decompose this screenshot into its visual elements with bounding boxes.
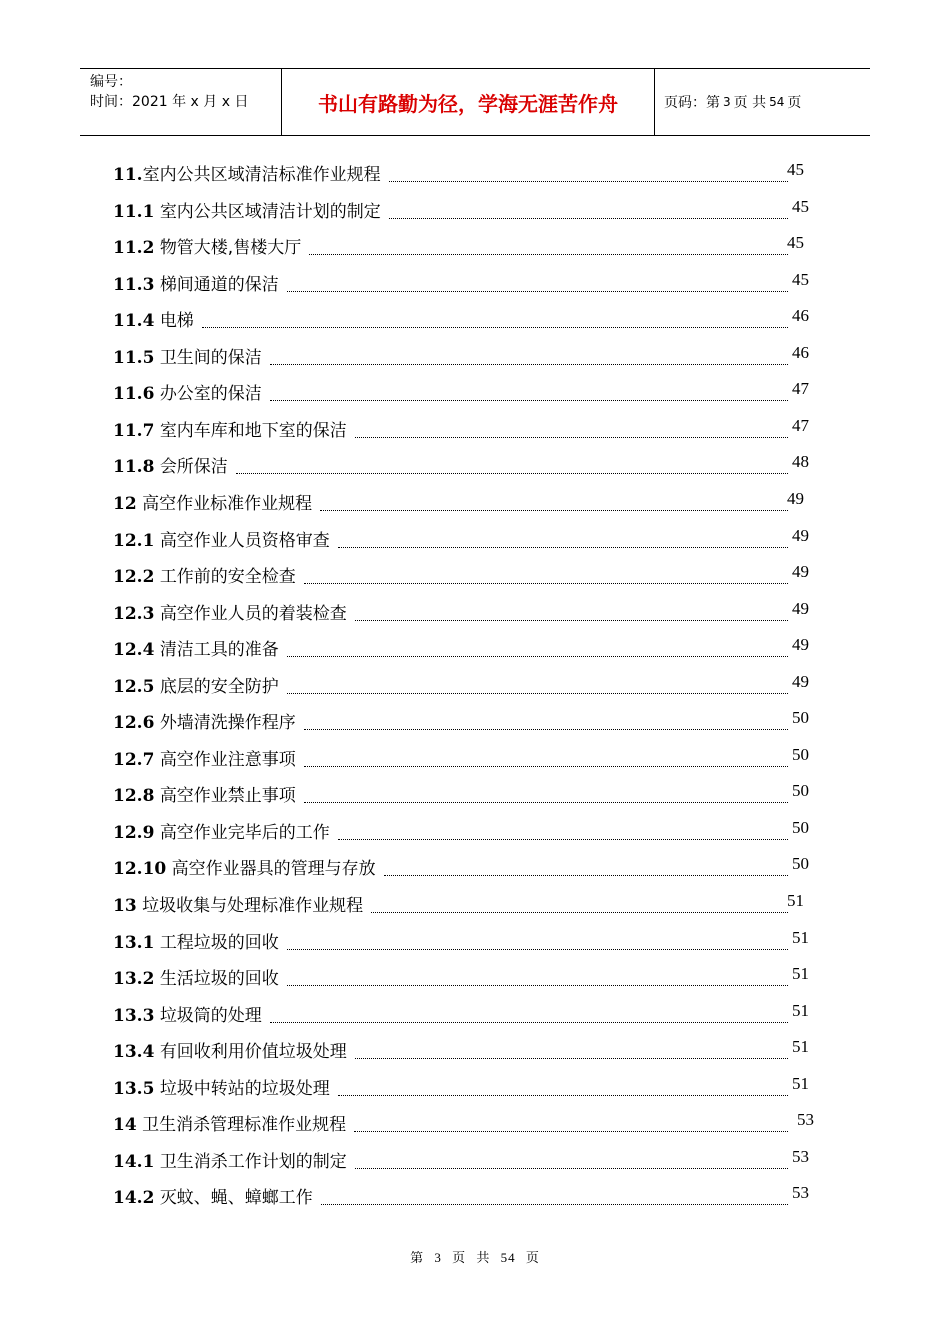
toc-entry-title [113,672,279,697]
toc-entry-title [113,416,347,441]
footer-prefix: 第 [410,1250,425,1265]
toc-dot-leader [304,583,788,584]
toc-entry-title [113,1147,347,1172]
toc-entry-number: 13.5 [113,1078,155,1099]
toc-entry[interactable] [0,1183,950,1219]
toc-dot-leader [338,547,788,548]
toc-entry-number: 13.3 [113,1005,155,1026]
toc-entry-text: 室内公共区域清洁计划的制定 [159,201,381,222]
toc-dot-leader [338,839,788,840]
toc-entry-page: 51 [792,927,809,947]
toc-entry[interactable] [0,781,950,817]
toc-dot-leader [371,912,788,913]
toc-dot-leader [304,729,788,730]
toc-entry-page: 49 [792,562,809,582]
toc-entry-title [113,379,262,404]
toc-entry[interactable] [0,599,950,635]
toc-entry[interactable] [0,197,950,233]
toc-dot-leader [304,766,788,767]
toc-entry-number: 13.4 [113,1042,155,1063]
toc-entry-number: 12.8 [113,786,155,807]
toc-dot-leader [320,510,788,511]
toc-dot-leader [389,218,788,219]
toc-entry-title [113,818,330,843]
toc-dot-leader [355,437,788,438]
toc-entry-number: 14.2 [113,1188,155,1209]
toc-entry-title [113,1001,262,1026]
toc-entry-number: 11. [113,165,143,185]
toc-entry-title [113,708,296,733]
toc-entry-text: 垃圾收集与处理标准作业规程 [142,896,364,916]
toc-entry[interactable] [0,526,950,562]
toc-entry-text: 有回收利用价值垃圾处理 [159,1042,347,1063]
toc-entry-number: 11.4 [113,311,155,332]
toc-dot-leader [287,693,788,694]
toc-entry-text: 高空作业器具的管理与存放 [171,859,376,880]
toc-entry-text: 工程垃圾的回收 [159,932,279,953]
toc-entry-number: 12.4 [113,640,155,661]
toc-entry-page: 49 [792,635,809,655]
toc-entry-number: 13 [113,896,137,916]
toc-dot-leader [270,1022,788,1023]
toc-entry-number: 12.10 [113,859,167,880]
toc-entry-number: 12.9 [113,822,155,843]
toc-entry-number: 12 [113,493,137,514]
toc-entry-number: 14 [113,1115,137,1136]
toc-entry-page: 46 [792,342,809,362]
toc-entry-number: 11.8 [113,457,155,478]
toc-entry-number: 11.6 [113,384,155,405]
toc-entry-title [113,964,279,989]
toc-entry-number: 14.1 [113,1151,155,1172]
toc-entry-title [113,599,347,624]
header-page-prefix: 页码：第 [664,95,720,111]
toc-entry-page: 53 [797,1110,814,1130]
toc-entry-title [113,489,312,514]
toc-entry-text: 垃圾中转站的垃圾处理 [159,1078,330,1099]
toc-dot-leader [270,400,788,401]
footer-mid2: 共 [476,1250,491,1265]
toc-entry-page: 45 [787,160,804,179]
toc-entry[interactable] [0,452,950,488]
toc-entry[interactable] [0,1074,950,1110]
toc-entry-text: 办公室的保洁 [159,384,262,405]
toc-dot-leader [355,1058,788,1059]
toc-entry-page: 50 [792,781,809,801]
toc-entry-text: 高空作业人员资格审查 [159,530,330,551]
toc-entry-text: 生活垃圾的回收 [159,969,279,990]
toc-entry-page: 53 [792,1146,809,1166]
footer-total-pages: 54 [500,1250,516,1265]
toc-entry-text: 梯间通道的保洁 [159,274,279,295]
toc-entry[interactable] [0,379,950,415]
toc-entry-page: 49 [787,488,804,508]
toc-dot-leader [236,473,788,474]
toc-dot-leader [287,291,788,292]
toc-entry-text: 室内公共区域清洁标准作业规程 [142,165,381,185]
toc-dot-leader [287,985,788,986]
toc-entry-number: 12.2 [113,567,155,588]
toc-entry-number: 11.5 [113,347,155,368]
header-page-suffix: 页 [787,95,802,111]
toc-entry[interactable] [0,854,950,890]
toc-entry-title [113,854,376,879]
toc-entry[interactable] [0,672,950,708]
toc-entry-page: 50 [792,854,809,874]
toc-entry-page: 50 [792,744,809,764]
toc-entry-page: 45 [792,196,809,216]
toc-entry-text: 会所保洁 [159,457,228,478]
footer-mid1: 页 [452,1250,467,1265]
toc-entry[interactable] [0,1037,950,1073]
toc-entry-page: 51 [792,964,809,984]
toc-entry-page: 51 [787,891,804,910]
toc-entry-title [113,745,296,770]
toc-dot-leader [321,1204,788,1205]
page-footer [0,1247,950,1266]
toc-entry-text: 底层的安全防护 [159,676,279,697]
toc-entry-number: 11.2 [113,238,155,259]
footer-current-page: 3 [434,1250,442,1265]
toc-entry-page: 48 [792,452,809,472]
toc-entry-page: 45 [792,269,809,289]
toc-entry-text: 清洁工具的准备 [159,640,279,661]
toc-entry-text: 高空作业人员的着装检查 [159,603,347,624]
toc-entry-text: 外墙清洗操作程序 [159,713,296,734]
toc-entry[interactable] [0,233,950,269]
toc-entry-title [113,160,381,185]
toc-entry[interactable] [0,343,950,379]
document-number-label: 编号： [90,74,132,90]
toc-entry-title [113,270,279,295]
toc-entry-title [113,1110,346,1135]
toc-entry[interactable] [0,306,950,342]
toc-entry[interactable] [0,635,950,671]
toc-entry-title [113,928,279,953]
toc-entry-number: 11.1 [113,201,155,222]
toc-dot-leader [287,949,788,950]
toc-entry[interactable] [0,416,950,452]
toc-entry-title [113,1183,313,1208]
toc-entry-title [113,452,228,477]
toc-entry-text: 卫生间的保洁 [159,347,262,368]
toc-entry-number: 11.7 [113,420,155,441]
header-motto: 书山有路勤为径，学海无涯苦作舟 [282,69,655,135]
toc-entry-page: 47 [792,379,809,399]
toc-entry-page: 49 [792,598,809,618]
toc-dot-leader [304,802,788,803]
toc-entry[interactable] [0,964,950,1000]
toc-entry-text: 灭蚊、蝇、蟑螂工作 [159,1188,313,1209]
toc-entry-title [113,781,296,806]
toc-dot-leader [355,620,788,621]
toc-entry-number: 11.3 [113,274,155,295]
toc-entry-text: 高空作业完毕后的工作 [159,822,330,843]
toc-entry-text: 室内车库和地下室的保洁 [159,420,347,441]
toc-entry[interactable] [0,818,950,854]
toc-entry[interactable] [0,1110,950,1146]
toc-entry-text: 高空作业标准作业规程 [142,493,313,514]
toc-entry-text: 高空作业禁止事项 [159,786,296,807]
toc-entry-page: 46 [792,306,809,326]
toc-entry-title [113,343,262,368]
toc-entry-page: 51 [792,1037,809,1057]
header-page-total: 54 [769,95,785,109]
document-time-label: 时间：2021 年 x 月 x 日 [90,94,249,110]
toc-entry-text: 工作前的安全检查 [159,567,296,588]
toc-dot-leader [384,875,788,876]
toc-entry[interactable] [0,1001,950,1037]
toc-entry-text: 卫生消杀工作计划的制定 [159,1151,347,1172]
toc-dot-leader [389,181,788,182]
toc-dot-leader [309,254,788,255]
toc-entry[interactable] [0,1147,950,1183]
toc-entry-title [113,306,194,331]
toc-entry-page: 50 [792,708,809,728]
toc-entry-page: 45 [787,233,804,253]
toc-dot-leader [355,1168,788,1169]
toc-entry-number: 12.6 [113,713,155,734]
toc-entry-title [113,233,301,258]
toc-entry-title [113,891,363,916]
toc-entry-number: 13.1 [113,932,155,953]
toc-entry-title [113,526,330,551]
toc-entry[interactable] [0,891,950,927]
toc-entry-text: 电梯 [159,311,194,332]
toc-entry[interactable] [0,562,950,598]
toc-dot-leader [287,656,788,657]
toc-entry-number: 12.3 [113,603,155,624]
toc-entry-page: 53 [792,1183,809,1203]
toc-entry-title [113,197,381,222]
toc-entry-page: 51 [792,1073,809,1093]
header-page-mid: 页 共 [733,95,767,111]
toc-entry[interactable] [0,928,950,964]
header-page-current: 3 [723,95,731,109]
toc-entry-text: 卫生消杀管理标准作业规程 [142,1115,347,1136]
toc-entry[interactable] [0,745,950,781]
toc-dot-leader [270,364,788,365]
toc-entry-number: 12.1 [113,530,155,551]
toc-entry[interactable] [0,270,950,306]
toc-entry-text: 高空作业注意事项 [159,749,296,770]
toc-entry-title [113,562,296,587]
toc-entry-title [113,635,279,660]
toc-entry-number: 12.5 [113,676,155,697]
toc-entry-number: 13.2 [113,969,155,990]
toc-entry-title [113,1037,347,1062]
toc-entry-text: 垃圾筒的处理 [159,1005,262,1026]
toc-entry-page: 49 [792,525,809,545]
toc-dot-leader [338,1095,788,1096]
toc-entry[interactable] [0,160,950,196]
toc-entry-page: 49 [792,671,809,691]
toc-entry-number: 12.7 [113,749,155,770]
toc-entry[interactable] [0,708,950,744]
toc-entry-page: 50 [792,817,809,837]
toc-entry[interactable] [0,489,950,525]
toc-entry-page: 51 [792,1000,809,1020]
toc-dot-leader [354,1131,788,1132]
toc-entry-page: 47 [792,415,809,435]
toc-dot-leader [202,327,788,328]
footer-suffix: 页 [525,1250,540,1265]
toc-entry-text: 物管大楼,售楼大厅 [159,238,302,259]
toc-entry-title [113,1074,330,1099]
